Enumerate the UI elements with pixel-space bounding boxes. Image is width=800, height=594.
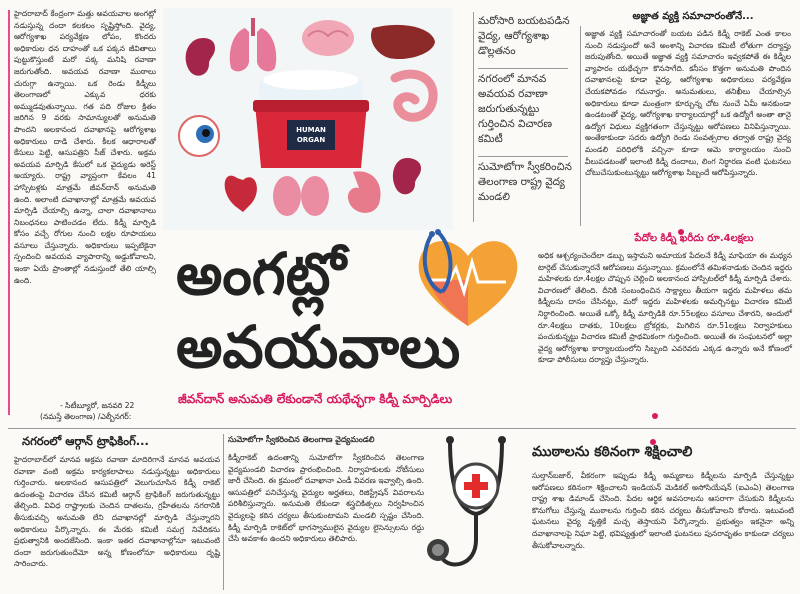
eye-icon <box>179 116 219 156</box>
bottom-middle-title: సుమోటోగా స్వీకరించిన తెలంగాణ వైద్యమండలి <box>228 435 375 444</box>
sidebar-rule-left <box>473 12 474 222</box>
heart-stethoscope-graphic <box>408 226 528 330</box>
bottom-left-title: నగరంలో ఆర్గాన్ ట్రాఫికింగ్... <box>22 434 149 448</box>
bottom-right-text: సుల్తాన్‌బజార్, వీకరంగా ఇప్పుడు కిడ్నీ అమ్మకాలు కిడ్నీలను మార్పిడి చేస్తున్నట్టు ఆరోపణలు కఠినంగా శిక్షించాలని ఇండియన్ మెడికల్ అసోసియేషన్ (ఐఎంఏ) తెలంగాణ రాష్ట్ర శాఖ డిమాండ్ చేసింది. పేదల ఆర్థిక అవసరాలను ఆసరాగా చేసుకుని కిడ్నీలను కొనుగోలు చేస్తున్న ముఠాలను గుర్తించి కఠిన చర్యలు తీసుకోవాలని కోరారు. ఇటువంటి ఘటనలు వైద్య వృత్తికే మచ్చ తెస్తాయని పేర్కొన్నారు. ప్రభుత్వం ఇకనైనా అన్ని దవాఖానాలపై నిఘా పెట్టి, భవిష్యత్తులో ఇలాంటి ఘటనలు పునరావృతం కాకుండా చర్యలు తీసుకోవాలన్నారు. <box>532 471 797 550</box>
bottom-top-rule <box>8 428 796 429</box>
bottom-middle-rule <box>223 434 224 590</box>
headline-title-2: అవయవాలు <box>176 313 461 381</box>
svg-text:ORGAN: ORGAN <box>296 136 326 144</box>
stethoscope-svg <box>420 430 530 590</box>
left-column-dateline: - సిటీబ్యూరో, జనవరి 22 <box>60 401 135 410</box>
right-top-title: అజ్ఞాత వ్యక్తి సమాచారంతోనే... <box>632 11 754 22</box>
human-organ-cooler <box>253 70 369 168</box>
divider-dot-2 <box>652 413 658 419</box>
right-middle-dot <box>652 404 672 414</box>
sidebar-item-3: సుమోటోగా స్వీకరించిన తెలంగాణ రాష్ట్ర వైద్య మండలి <box>478 161 572 203</box>
left-column-byline: (నమస్తే తెలంగాణ) /ఎల్బీనగర్: <box>40 412 132 421</box>
right-top-text: అజ్ఞాత వ్యక్తి సమాచారంతో బయట పడిన కిడ్నీ రాకెట్ ఎంత కాలం నుంచి నడుస్తుందో అనే అంశాన్ని విచారణ కమిటీ లోతుగా దర్యాప్తు జరుపుతోంది. అయితే అజ్ఞాత వ్యక్తి సమాచారం ఇవ్వకపోతే ఈ కిడ్నీల వ్యాపారం యథేచ్ఛగా కొనసాగేది. కనీసం కొత్తగా అనుమతి పొందిన దవాఖానలపై కూడా వైద్య, ఆరోగ్యశాఖ అధికారులు పర్యవేక్షణ చేయకపోవడం గమనార్హం. అనుమతులు, తనిఖీలు చేయాల్సిన అధికారులు కూడా మంత్రంగా కూర్చున్న చోట నుంచే ఏమీ అనకుండా ఉండటంతో వైద్య, ఆరోగ్యశాఖ కార్యాలయాల్లో ఒక ఉద్యోగే అంతా తానై ఉద్యోగ విధులు వ్యక్తిగతంగా చేస్తున్నట్టు ఆరోపణలు వినిపిస్తున్నాయి. అంతేకాకుండా సదరు ఉద్యోగి రెండు సంవత్సరాల తర్వాత రాష్ట్ర వైద్య మండలి పరిధిలోకి వచ్చినా కూడా ఆమె కార్యాలయం నుంచి వీలుపడటంతో ఇలాంటి కిడ్నీ దందాలు, లింగ నిర్ధారణ వంటి ఘటనలు చోటుచేసుకుంటున్నట్టు ఆరోగ్యశాఖ సిబ్బందే ఆరోపిస్తున్నారు. <box>585 29 794 178</box>
bottom-right-dot <box>650 430 670 440</box>
sidebar-item-1: మరోసారి బయటపడిన వైద్య, ఆరోగ్యశాఖ డొల్లతనం <box>478 15 570 57</box>
sidebar-divider-1 <box>478 68 568 69</box>
right-middle-text: అధిక ఆశ్చర్యంచెందేలా డబ్బు ఇస్తామని అమాయక పేదలనే కిడ్నీ మాఫియా ఈ మధ్యన టార్గెట్ చేసుకున్నారనే ఆరోపణలు వస్తున్నాయి. క్రమంలోనే తమిళనాడుకు చెందిన ఇద్దరు మహిళలకు రూ.4లక్షల చొప్పున చెల్లించి అలకానంద హాస్పిటల్‌లో కిడ్నీ మార్పిడి చేశారు. విచారణలో తేలింది. దీనికి సంబంధించిన సాక్ష్యాలు తీయగా ఇద్దరు మహిళలు తమ కిడ్నీలను దానం చేసినట్టు, మరో ఇద్దరు మహిళలకు అమర్చినట్టు విచారణ కమిటీ నిర్ధారించింది. అయితే ఒక్కో కిడ్నీ మార్పిడికి రూ.55లక్షలు వసూలు చేశారని, అందులో రూ.4లక్షలు దాతకు, 10లక్షలు బ్రోకర్లకు, మిగిలిన రూ.51లక్షలు నిర్వాహకులు పంచుకున్నట్టు విచారణ కమిటీ ప్రాథమికంగా గుర్తించింది. అయితే ఈ సంఘటనలో అల్లా వైద్య ఆరోగ్యశాఖ కార్యాలయంలోని సిబ్బంది ఎవరెవరు ఎక్కడ ఉన్నారు అనే కోణంలో కూడా పోలీసులు దర్యాప్తు చేస్తున్నారు. <box>538 251 795 365</box>
headline-title-1: అంగట్లో <box>176 240 346 308</box>
bottom-left-text: హైదరాబాద్‌లో మానవ అక్రమ రవాణా మాదిరిగానే మానవ అవయవ రవాణా వంటి అక్రమ కార్యకలాపాలు నడుస్తున్నట్టు అధికారులు గుర్తించారు. అలకానంద ఆసుపత్రిలో వెలుగుచూసిన కిడ్నీ రాకెట్ ఉదంతంపై విచారణ చేసిన కమిటీ ఆర్గాన్ ట్రాఫికింగ్ జరుగుతున్నట్టు తేల్చింది. వివిధ రాష్ట్రాలకు చెందిన దాతలను, గ్రహీతలను నగరానికి తీసుకువచ్చి అనుమతి లేని దవాఖానల్లో మార్పిడి చేస్తున్నారని అధికారులు పేర్కొన్నారు. ఈ మేరకు కమిటీ సమగ్ర నివేదికను ప్రభుత్వానికి అందజేసింది. ఇంకా ఇతర దవాఖానాల్లోనూ ఇటువంటి దందా జరుగుతుందేమో అన్న కోణంలోనూ అధికారులు దృష్టి సారించారు. <box>14 455 223 569</box>
bottom-right-title: ముఠాలను కఠినంగా శిక్షించాలి <box>532 444 693 460</box>
sidebar-divider-2 <box>478 156 568 157</box>
right-dots <box>678 220 718 230</box>
left-column-rule <box>8 10 10 415</box>
cooler-label: HUMAN <box>296 126 326 134</box>
headline-subhead: జీవన్‌దాన్ అనుమతి లేకుండానే యథేచ్ఛగా కిడ్నీ మార్పిడిలు <box>178 392 453 406</box>
headline-line1 <box>176 238 446 312</box>
stethoscope-graphic <box>420 430 530 590</box>
right-top-rule <box>580 26 581 226</box>
bottom-middle-text: కిడ్నీరాకెట్ ఉదంతాన్ని సుమోటోగా స్వీకరించిన తెలంగాణ వైద్యమండలి విచారణ ప్రారంభించింది. నిర్వాహకులకు నోటీసులు జారీ చేసింది. ఈ క్రమంలో దవాఖానా ఎండీ వివరణ ఇవ్వాల్సి ఉంది. ఆసుపత్రిలో పనిచేస్తున్న వైద్యుల అర్హతలు, రిజిస్ట్రేషన్ వివరాలను పరిశీలిస్తున్నారు. అనుమతి లేకుండా శస్త్రచికిత్సలు నిర్వహించిన వైద్యులపై కఠిన చర్యలు తీసుకుంటామని మండలి స్పష్టం చేసింది. కిడ్నీ మార్పిడి రాకెట్‌లో భాగస్వాములైన వైద్యుల లైసెన్సులను రద్దు చేసే అవకాశం ఉందని అధికారులు తెలిపారు. <box>228 453 427 544</box>
heart-stethoscope-svg <box>408 226 528 330</box>
organ-illustration-svg <box>163 8 453 230</box>
left-column-text: హైదరాబాద్ కేంద్రంగా మత్తు అవయవాల అంగట్లో నడుస్తున్న దందా కలకలం సృష్టిస్తోంది. వైద్య, ఆరోగ్యశాఖ పర్యవేక్షణ లోపం, కొందరు అధికారుల ధన దాహంతో ఒక పక్కన జీవితాలు పుట్టుకొస్తుంటే మరో పక్క మనిషి రవాణా జరుగుతోంది. అవయవ రవాణా ముఠాలు చురుగ్గా ఉన్నాయి. ఒక రెండు కిడ్నీలు తెలంగాణలో ఎక్కువ ధరకు అమ్ముడవుతున్నాయి. గత పది రోజుల క్రితం జరిగిన 9 వరకు సామాన్యులతో అనుమతి పొందని అలకానంద దవాఖానపై ఆరోగ్యశాఖ అధికారులు దాడి చేశారు. కీలక ఆధారాలతో కేసులు పెట్టి, ఆసుపత్రిని సీజ్ చేశారు. అక్రమ అవయవ మార్పిడి కేసులో ఒక వైద్యుడు అరెస్ట్ అయ్యారు. రాష్ట్ర వ్యాప్తంగా కేవలం 41 హాస్పిటళ్లకు మాత్రమే జీవన్‌దాన్ అనుమతి ఉంది. అలాంటి దవాఖానాల్లో మాత్రమే అవయవ మార్పిడి చేయాల్సి ఉన్నా, చాలా దవాఖానాలు నిబంధనలు పాటించడం లేదు. కిడ్నీ మార్పిడి కోసం వచ్చే రోగుల నుంచి లక్షల రూపాయలు వసూలు చేస్తున్నారు. అధికారులు ఇప్పటికైనా స్పందించి అవయవ వ్యాపారాన్ని అడ్డుకోవాలని, ఇంకా ఏయే ప్రాంతాల్లో నడుస్తుందో తేలి యాల్సి ఉంది. <box>14 9 159 285</box>
organ-cooler-illustration <box>163 8 453 230</box>
sidebar-item-2: నగరంలో మానవ అవయవ రవాణా జరుగుతున్నట్టు గుర్తించిన విచారణ కమిటీ <box>478 73 553 145</box>
brain-icon <box>302 20 354 56</box>
right-middle-title: పేదోల కిడ్నీ ఖరీదు రూ.4లక్షలు <box>634 233 754 244</box>
